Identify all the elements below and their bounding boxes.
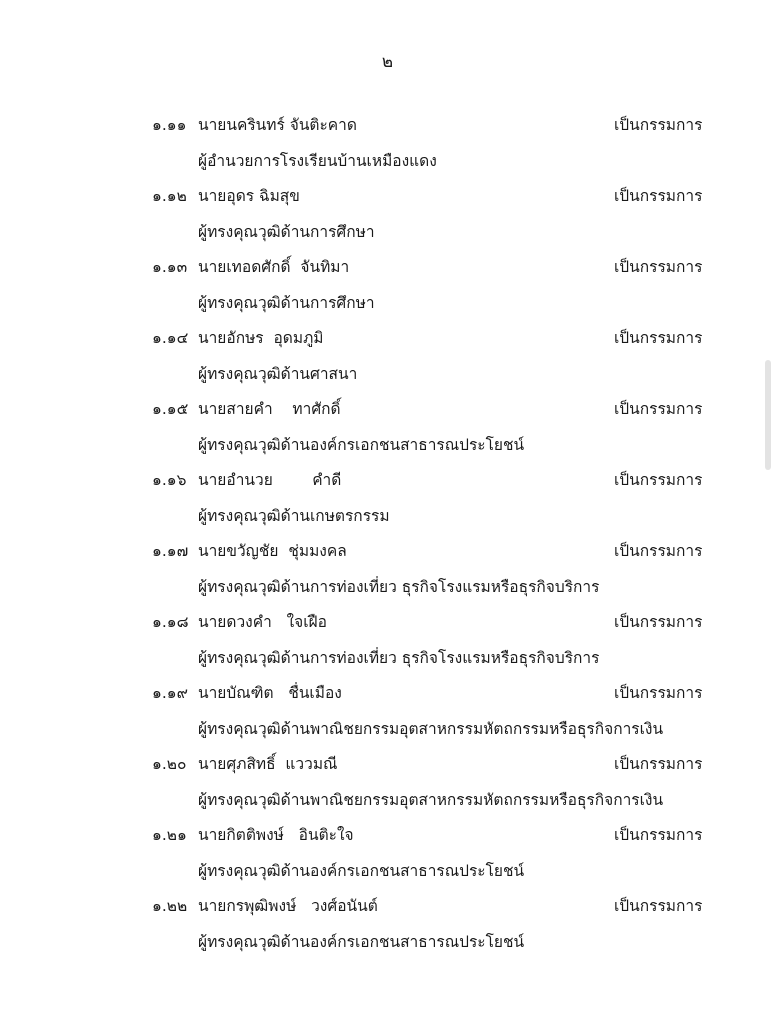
- member-role: เป็นกรรมการ: [614, 116, 703, 134]
- committee-member-item: [0, 676, 775, 747]
- committee-member-item: [0, 605, 775, 676]
- member-description: ผู้ทรงคุณวุฒิด้านการท่องเที่ยว ธุรกิจโรงแรมหรือธุรกิจบริการ: [198, 649, 600, 667]
- member-number: ๑.๑๙: [152, 684, 188, 702]
- member-description: ผู้ทรงคุณวุฒิด้านองค์กรเอกชนสาธารณประโยชน์: [198, 862, 525, 880]
- member-name-line: [152, 183, 300, 208]
- member-role: เป็นกรรมการ: [614, 400, 703, 418]
- member-description: ผู้ทรงคุณวุฒิด้านการท่องเที่ยว ธุรกิจโรงแรมหรือธุรกิจบริการ: [198, 578, 600, 596]
- member-name-line: [152, 325, 324, 350]
- member-number: ๑.๑๒: [152, 187, 187, 205]
- member-name: นายอำนวย คำดี: [198, 471, 342, 489]
- member-number: ๑.๑๔: [152, 329, 189, 347]
- member-name-line: [152, 609, 327, 634]
- member-name-line: [152, 254, 349, 279]
- member-number: ๑.๑๕: [152, 400, 189, 418]
- committee-member-item: [0, 250, 775, 321]
- member-number: ๑.๒๒: [152, 897, 188, 915]
- member-description: ผู้ทรงคุณวุฒิด้านพาณิชยกรรมอุตสาหกรรมหัตถกรรมหรือธุรกิจการเงิน: [198, 720, 664, 738]
- member-role: เป็นกรรมการ: [614, 897, 703, 915]
- member-role: เป็นกรรมการ: [614, 755, 703, 773]
- member-number: ๑.๒๐: [152, 755, 187, 773]
- member-description: ผู้อำนวยการโรงเรียนบ้านเหมืองแดง: [198, 152, 437, 170]
- member-name-line: [152, 893, 378, 918]
- member-name-line: [152, 751, 337, 776]
- committee-member-item: [0, 179, 775, 250]
- member-number: ๑.๑๑: [152, 116, 187, 134]
- member-name: นายอักษร อุดมภูมิ: [198, 329, 324, 347]
- committee-member-item: [0, 747, 775, 818]
- member-description: ผู้ทรงคุณวุฒิด้านองค์กรเอกชนสาธารณประโยชน์: [198, 436, 525, 454]
- committee-member-item: [0, 463, 775, 534]
- member-number: ๑.๑๖: [152, 471, 187, 489]
- member-name-line: [152, 467, 341, 492]
- member-name-line: [152, 538, 347, 563]
- member-role: เป็นกรรมการ: [614, 471, 703, 489]
- committee-member-list: [0, 108, 775, 960]
- member-name: นายขวัญชัย ชุ่มมงคล: [198, 542, 347, 560]
- member-description: ผู้ทรงคุณวุฒิด้านศาสนา: [198, 365, 358, 383]
- scrollbar-thumb[interactable]: [765, 360, 771, 470]
- member-description: ผู้ทรงคุณวุฒิด้านพาณิชยกรรมอุตสาหกรรมหัตถกรรมหรือธุรกิจการเงิน: [198, 791, 664, 809]
- member-name: นายนครินทร์ จันติะคาด: [198, 116, 357, 134]
- member-role: เป็นกรรมการ: [614, 187, 703, 205]
- member-role: เป็นกรรมการ: [614, 329, 703, 347]
- member-role: เป็นกรรมการ: [614, 826, 703, 844]
- member-description: ผู้ทรงคุณวุฒิด้านเกษตรกรรม: [198, 507, 390, 525]
- committee-member-item: [0, 534, 775, 605]
- member-name-line: [152, 396, 341, 421]
- member-name: นายเทอดศักดิ์ จันทิมา: [198, 258, 350, 276]
- page-number: ๒: [381, 52, 394, 72]
- member-name: นายสายคำ ทาศักดิ์: [198, 400, 341, 418]
- committee-member-item: [0, 321, 775, 392]
- member-description: ผู้ทรงคุณวุฒิด้านองค์กรเอกชนสาธารณประโยชน์: [198, 933, 525, 951]
- member-role: เป็นกรรมการ: [614, 542, 703, 560]
- member-name-line: [152, 112, 357, 137]
- member-name: นายกรพุฒิพงษ์ วงศ์อนันต์: [198, 897, 378, 915]
- committee-member-item: [0, 392, 775, 463]
- committee-member-item: [0, 108, 775, 179]
- member-name: นายดวงคำ ใจเฝือ: [198, 613, 327, 631]
- member-number: ๑.๒๑: [152, 826, 187, 844]
- member-role: เป็นกรรมการ: [614, 684, 703, 702]
- member-role: เป็นกรรมการ: [614, 613, 703, 631]
- member-description: ผู้ทรงคุณวุฒิด้านการศึกษา: [198, 223, 375, 241]
- member-name: นายบัณฑิต ชื่นเมือง: [198, 684, 342, 702]
- member-number: ๑.๑๗: [152, 542, 189, 560]
- member-description: ผู้ทรงคุณวุฒิด้านการศึกษา: [198, 294, 375, 312]
- member-name-line: [152, 680, 342, 705]
- member-role: เป็นกรรมการ: [614, 258, 703, 276]
- member-number: ๑.๑๓: [152, 258, 188, 276]
- member-name: นายกิตติพงษ์ อินติะใจ: [198, 826, 354, 844]
- member-number: ๑.๑๘: [152, 613, 189, 631]
- member-name: นายศุภสิทธิ์ แววมณี: [198, 755, 338, 773]
- committee-member-item: [0, 818, 775, 889]
- member-name: นายอุดร ฉิมสุข: [198, 187, 300, 205]
- member-name-line: [152, 822, 354, 847]
- committee-member-item: [0, 889, 775, 960]
